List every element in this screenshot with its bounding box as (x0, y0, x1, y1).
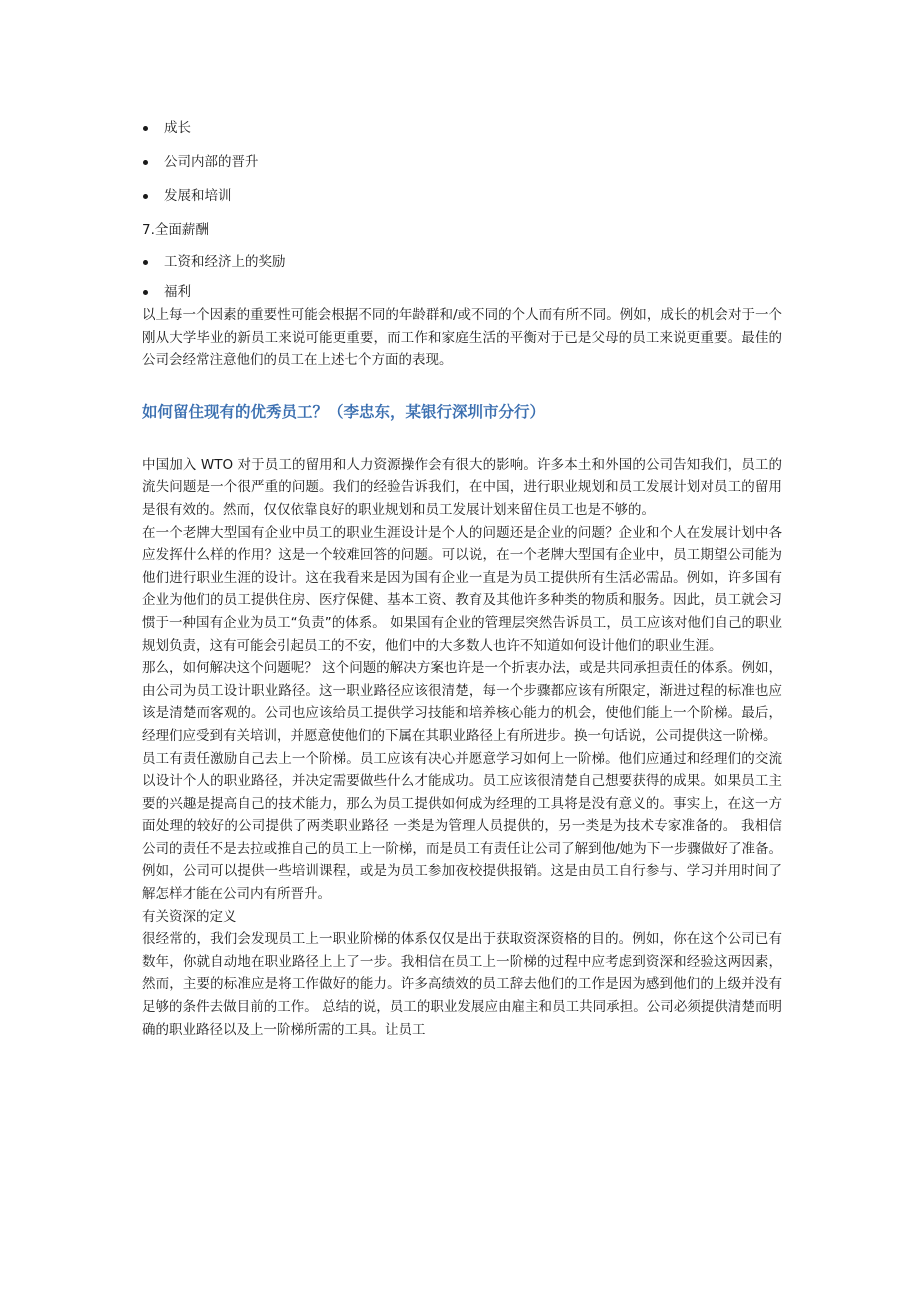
list-item-text: 福利 (164, 284, 191, 300)
bullet-dot-icon (143, 194, 148, 199)
list-item (142, 250, 782, 274)
bullet-list-growth (142, 116, 782, 208)
body-paragraph: 那么，如何解决这个问题呢？ 这个问题的解决方案也许是一个折衷办法，或是共同承担责任的体系。例如，由公司为员工设计职业路径。这一职业路径应该很清楚，每一个步骤都应该有所限定，渐进过程的标准也应该是清楚而客观的。公司也应该给员工提供学习技能和培养核心能力的机会，使他们能上一个阶梯。最后，经理们应受到有关培训，并愿意使他们的下属在其职业路径上有所进步。换一句话说，公司提供这一阶梯。 (142, 660, 782, 744)
list-item (142, 184, 782, 208)
list-item-text: 工资和经济上的奖励 (164, 254, 286, 270)
list-item-text: 成长 (164, 120, 191, 136)
bullet-list-compensation (142, 250, 782, 304)
section-seven-title: 7.全面薪酬 (142, 222, 209, 238)
body-paragraph: 在一个老牌大型国有企业中员工的职业生涯设计是个人的问题还是企业的问题？企业和个人在发展计划中各应发挥什么样的作用？这是一个较难回答的问题。可以说，在一个老牌大型国有企业中，员工期望公司能为他们进行职业生涯的设计。这在我看来是因为国有企业一直是为员工提供所有生活必需品。例如，许多国有企业为他们的员工提供住房、医疗保健、基本工资、教育及其他许多种类的物质和服务。因此，员工就会习惯于一种国有企业为员工“负责”的体系。 如果国有企业的管理层突然告诉员工，员工应该对他们自己的职业规划负责，这有可能会引起员工的不安，他们中的大多数人也许不知道如何设计他们的职业生涯。 (142, 524, 782, 654)
list-item-text: 公司内部的晋升 (164, 154, 259, 170)
list-item-text: 发展和培训 (164, 188, 232, 204)
body-paragraph: 中国加入 WTO 对于员工的留用和人力资源操作会有很大的影响。许多本土和外国的公司告知我们，员工的流失问题是一个很严重的问题。我们的经验告诉我们，在中国，进行职业规划和员工发展计划对员工的留用是很有效的。然而，仅仅依靠良好的职业规划和员工发展计划来留住员工也是不够的。 (142, 456, 782, 518)
bullet-dot-icon (143, 260, 148, 265)
section-heading: 如何留住现有的优秀员工？（李忠东，某银行深圳市分行） (142, 402, 546, 421)
list-item (142, 116, 782, 140)
bullet-dot-icon (143, 160, 148, 165)
bullet-dot-icon (143, 290, 148, 295)
body-paragraph: 很经常的，我们会发现员工上一职业阶梯的体系仅仅是出于获取资深资格的目的。例如，你在这个公司已有数年，你就自动地在职业路径上上了一步。我相信在员工上一阶梯的过程中应考虑到资深和经验这两因素，然而，主要的标准应是将工作做好的能力。许多高绩效的员工辞去他们的工作是因为感到他们的上级并没有足够的条件去做目前的工作。 总结的说，员工的职业发展应由雇主和员工共同承担。公司必须提供清楚而明确的职业路径以及上一阶梯所需的工具。让员工 (142, 931, 782, 1038)
document-page (142, 116, 782, 1041)
bullet-dot-icon (143, 126, 148, 131)
list-item (142, 280, 782, 304)
list-item (142, 150, 782, 174)
intro-paragraph: 以上每一个因素的重要性可能会根据不同的年龄群和/或不同的个人而有所不同。例如，成长的机会对于一个刚从大学毕业的新员工来说可能更重要，而工作和家庭生活的平衡对于已是父母的员工来说更重要。最佳的公司会经常注意他们的员工在上述七个方面的表现。 (142, 307, 782, 369)
body-paragraph: 员工有责任激励自己去上一个阶梯。员工应该有决心并愿意学习如何上一阶梯。他们应通过和经理们的交流以设计个人的职业路径，并决定需要做些什么才能成功。员工应该很清楚自己想要获得的成果。如果员工主要的兴趣是提高自己的技术能力，那么为员工提供如何成为经理的工具将是没有意义的。事实上，在这一方面处理的较好的公司提供了两类职业路径 一类是为管理人员提供的，另一类是为技术专家准备的。 我相信公司的责任不是去拉或推自己的员工上一阶梯，而是员工有责任让公司了解到他/她为下一步骤做好了准备。例如，公司可以提供一些培训课程，或是为员工参加夜校提供报销。这是由员工自行参与、学习并用时间了解怎样才能在公司内有所晋升。 (142, 750, 782, 903)
seniority-label: 有关资深的定义 (142, 908, 237, 925)
